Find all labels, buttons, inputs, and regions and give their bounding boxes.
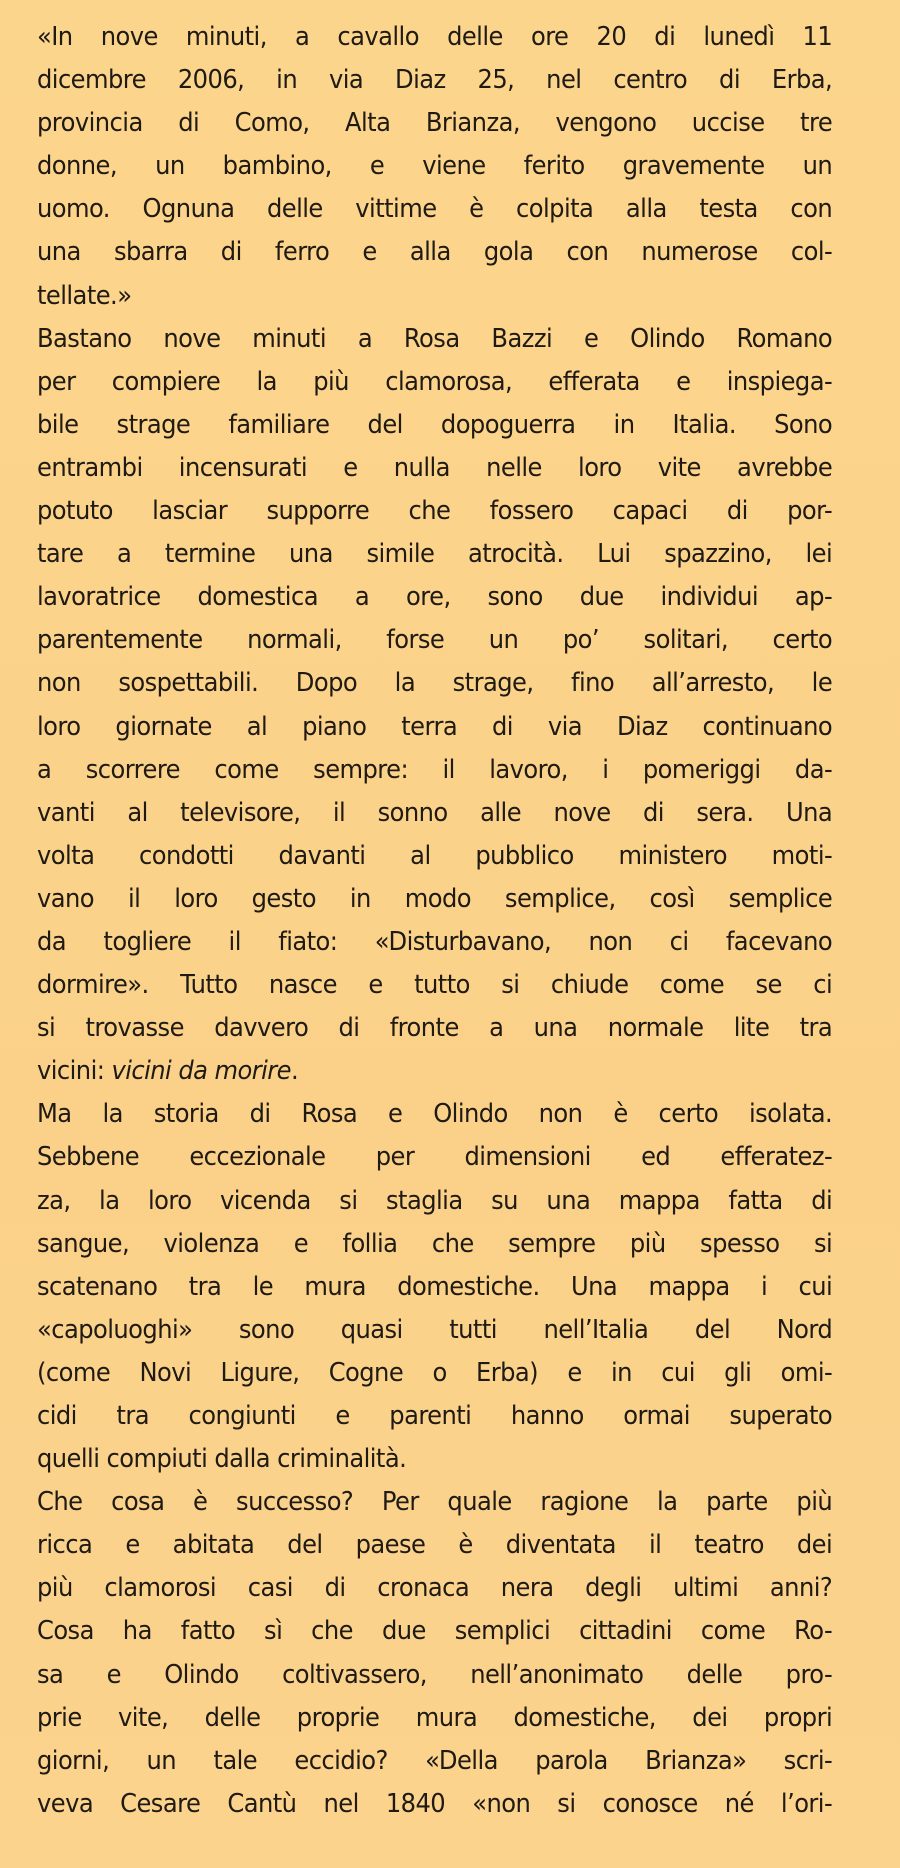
text-line: scatenano tra le mura domestiche. Una mappa i cui [37,1271,833,1302]
text-line: non sospettabili. Dopo la strage, fino all’arresto, le [37,668,833,699]
text-line: provincia di Como, Alta Brianza, vengono uccise tre [37,108,833,139]
text-line: ricca e abitata del paese è diventata il teatro dei [37,1530,833,1561]
text-line: Che cosa è successo? Per quale ragione la parte più [37,1487,833,1518]
text-line: Cosa ha fatto sì che due semplici cittadini come Ro- [37,1616,833,1647]
text-line: più clamorosi casi di cronaca nera degli ultimi anni? [37,1573,833,1604]
text-run: vicini: [37,1056,112,1087]
text-line: (come Novi Ligure, Cogne o Erba) e in cui gli omi- [37,1357,833,1388]
text-line: donne, un bambino, e viene ferito gravemente un [37,151,833,182]
text-line: tare a termine una simile atrocità. Lui spazzino, lei [37,539,833,570]
text-line: «capoluoghi» sono quasi tutti nell’Italia del Nord [37,1314,833,1345]
text-line [37,1050,832,1093]
text-line: bile strage familiare del dopoguerra in Italia. Sono [37,409,833,440]
text-line: potuto lasciar supporre che fossero capaci di por- [37,496,833,527]
text-line: sangue, violenza e follia che sempre più spesso si [37,1228,833,1259]
text-line: da togliere il fiato: «Disturbavano, non ci facevano [37,926,833,957]
text-line: entrambi incensurati e nulla nelle loro vite avrebbe [37,452,833,483]
text-line: giorni, un tale eccidio? «Della parola Brianza» scri- [37,1745,833,1776]
text-line: lavoratrice domestica a ore, sono due individui ap- [37,582,833,613]
text-line: cidi tra congiunti e parenti hanno ormai superato [37,1401,833,1431]
text-line: Bastano nove minuti a Rosa Bazzi e Olindo Romano [37,323,833,354]
text-line: «In nove minuti, a cavallo delle ore 20 di lunedì 11 [37,22,833,52]
text-line: quelli compiuti dalla criminalità. [37,1444,407,1475]
text-line: vano il loro gesto in modo semplice, così semplice [37,883,833,914]
text-line: volta condotti davanti al pubblico ministero moti- [37,840,833,871]
text-line: tellate.» [37,280,132,311]
text-line: Ma la storia di Rosa e Olindo non è certo isolata. [37,1099,833,1130]
text-line: per compiere la più clamorosa, efferata e inspiega- [37,366,833,397]
text-line: dicembre 2006, in via Diaz 25, nel centro di Erba, [37,65,833,96]
text-line: veva Cesare Cantù nel 1840 «non si conosce né l’ori- [37,1788,833,1819]
body-text [37,16,833,1826]
italic-phrase: vicini da morire [111,1056,291,1087]
text-line: loro giornate al piano terra di via Diaz continuano [37,711,833,742]
text-line: parentemente normali, forse un po’ solitari, certo [37,625,833,656]
text-line: una sbarra di ferro e alla gola con numerose col- [37,237,833,268]
text-line: si trovasse davvero di fronte a una normale lite tra [37,1013,833,1044]
text-run: . [290,1056,299,1087]
text-line: a scorrere come sempre: il lavoro, i pomeriggi da- [37,754,833,785]
text-line: sa e Olindo coltivassero, nell’anonimato delle pro- [37,1659,833,1690]
text-line: uomo. Ognuna delle vittime è colpita alla testa con [37,194,833,225]
text-line: vanti al televisore, il sonno alle nove di sera. Una [37,797,833,828]
text-line: dormire». Tutto nasce e tutto si chiude come se ci [37,970,833,1001]
text-line: prie vite, delle proprie mura domestiche, dei propri [37,1702,833,1733]
text-line: za, la loro vicenda si staglia su una mappa fatta di [37,1185,833,1216]
text-line: Sebbene eccezionale per dimensioni ed efferatez- [37,1142,833,1173]
